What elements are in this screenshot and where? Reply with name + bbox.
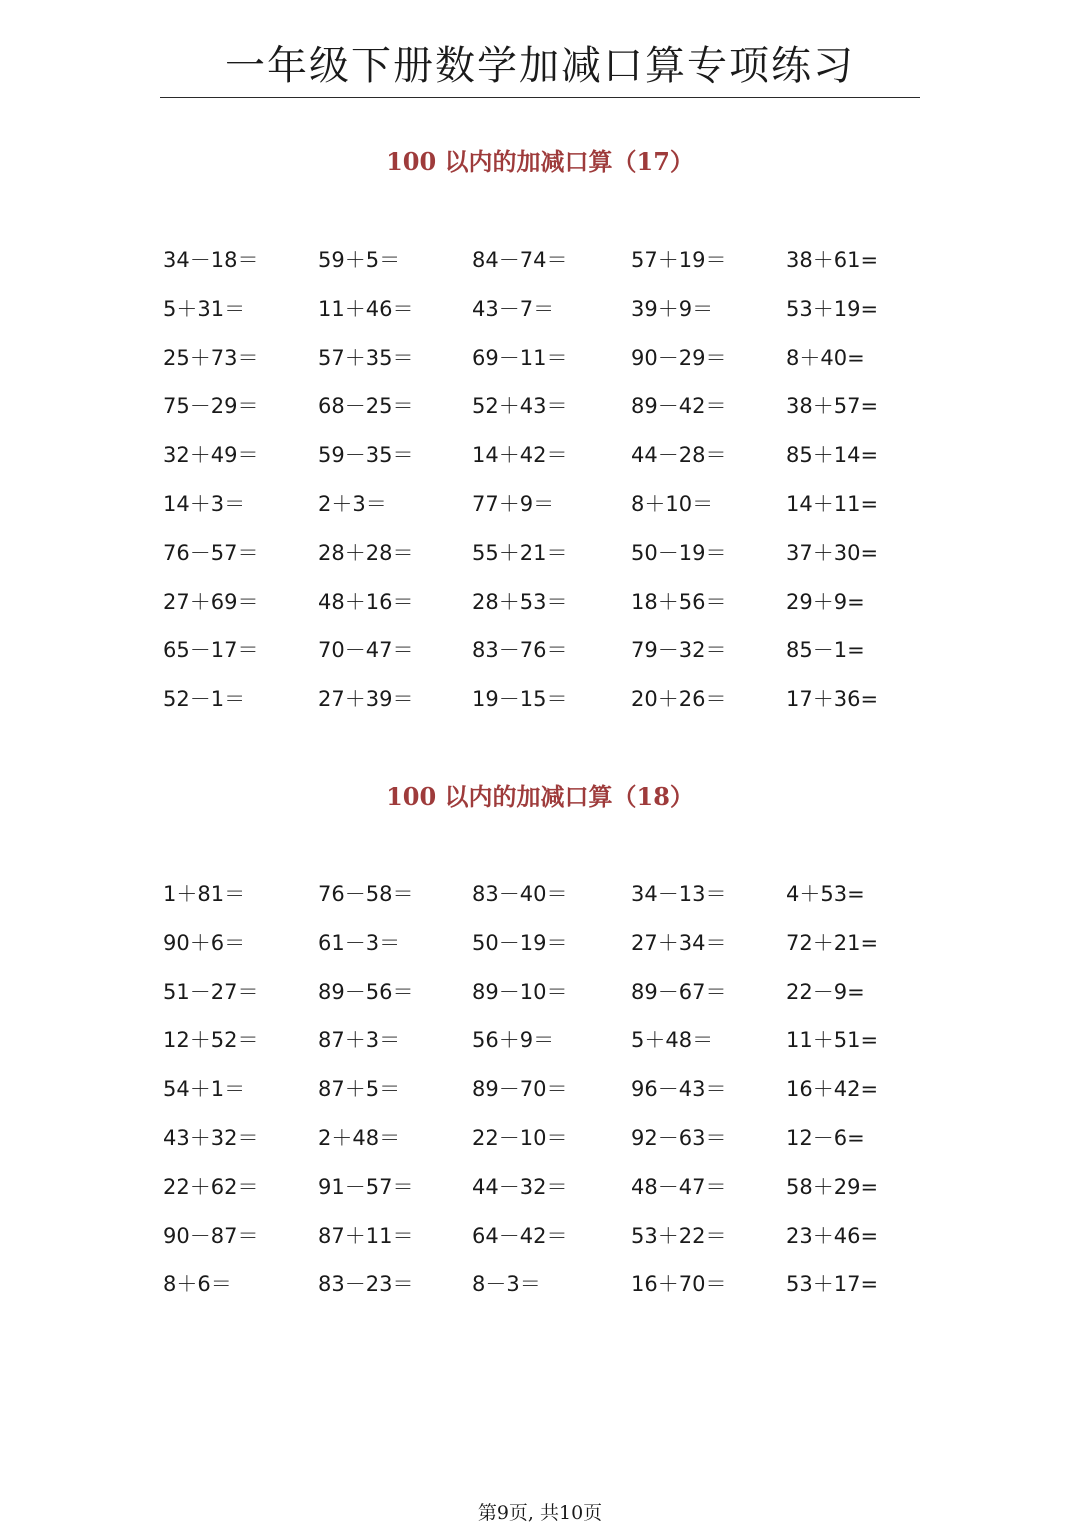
exercise-row: [163, 441, 923, 490]
exercise-row: [163, 636, 923, 685]
exercise-item: 48－47＝: [631, 1174, 727, 1199]
exercise-row: [163, 685, 923, 734]
page-title: 一年级下册数学加减口算专项练习: [225, 43, 855, 89]
exercise-item: 43＋32＝: [163, 1125, 259, 1150]
exercise-item: 64－42＝: [472, 1223, 568, 1248]
exercise-item: 14＋11=: [786, 491, 879, 516]
exercise-row: [163, 246, 923, 295]
exercise-item: 70－47＝: [318, 638, 414, 663]
title-divider: [160, 97, 920, 98]
exercise-item: 48＋16＝: [318, 589, 414, 614]
exercise-item: 85－1=: [786, 638, 865, 663]
exercise-item: 44－28＝: [631, 443, 727, 468]
exercise-item: 43－7＝: [472, 296, 555, 321]
exercise-item: 57＋19＝: [631, 248, 727, 272]
exercise-item: 89－70＝: [472, 1077, 568, 1102]
exercise-item: 87＋3＝: [318, 1028, 401, 1053]
exercise-item: 59－35＝: [318, 443, 414, 468]
exercise-item: 89－67＝: [631, 979, 727, 1004]
exercise-item: 90－29＝: [631, 345, 727, 370]
exercise-item: 55＋21＝: [472, 540, 568, 565]
exercise-item: 83－40＝: [472, 882, 568, 906]
exercise-item: 91－57＝: [318, 1174, 414, 1199]
exercise-item: 90－87＝: [163, 1223, 259, 1248]
exercise-item: 51－27＝: [163, 979, 259, 1004]
exercise-item: 53＋22＝: [631, 1223, 727, 1248]
exercise-item: 89－56＝: [318, 979, 414, 1004]
exercise-row: [163, 295, 923, 344]
exercise-item: 1＋81＝: [163, 882, 246, 906]
exercise-item: 23＋46=: [786, 1223, 879, 1248]
exercise-item: 69－11＝: [472, 345, 568, 370]
exercise-item: 25＋73＝: [163, 345, 259, 370]
exercise-row: [163, 1173, 923, 1222]
exercise-item: 96－43＝: [631, 1077, 727, 1102]
exercise-item: 32＋49＝: [163, 443, 259, 468]
exercise-item: 34－13＝: [631, 882, 727, 906]
exercise-item: 16＋42=: [786, 1077, 879, 1102]
exercise-item: 87＋11＝: [318, 1223, 414, 1248]
exercise-item: 52－1＝: [163, 687, 246, 712]
exercise-item: 2＋3＝: [318, 491, 387, 516]
exercise-item: 89－42＝: [631, 394, 727, 419]
exercise-item: 75－29＝: [163, 394, 259, 419]
exercise-item: 50－19＝: [631, 540, 727, 565]
exercise-item: 12＋52＝: [163, 1028, 259, 1053]
exercise-item: 14＋3＝: [163, 491, 246, 516]
exercise-item: 8＋10＝: [631, 491, 714, 516]
exercise-item: 54＋1＝: [163, 1077, 246, 1102]
exercise-item: 61－3＝: [318, 930, 401, 955]
exercise-item: 8＋6＝: [163, 1272, 232, 1297]
exercise-row: [163, 880, 923, 929]
exercise-item: 27＋69＝: [163, 589, 259, 614]
page-footer: 第9页, 共10页: [477, 1502, 603, 1524]
exercise-item: 4＋53=: [786, 882, 865, 906]
exercise-item: 68－25＝: [318, 394, 414, 419]
exercise-item: 19－15＝: [472, 687, 568, 712]
exercise-item: 22－9=: [786, 979, 865, 1004]
exercise-row: [163, 929, 923, 978]
exercise-item: 92－63＝: [631, 1125, 727, 1150]
exercise-item: 77＋9＝: [472, 491, 555, 516]
exercise-item: 39＋9＝: [631, 296, 714, 321]
exercise-item: 76－58＝: [318, 882, 414, 906]
exercise-item: 44－32＝: [472, 1174, 568, 1199]
exercise-item: 22＋62＝: [163, 1174, 259, 1199]
exercise-item: 57＋35＝: [318, 345, 414, 370]
exercise-item: 5＋31＝: [163, 296, 246, 321]
exercise-row: [163, 539, 923, 588]
exercise-item: 16＋70＝: [631, 1272, 727, 1297]
exercise-item: 38＋57=: [786, 394, 879, 419]
exercise-item: 79－32＝: [631, 638, 727, 663]
exercise-item: 37＋30=: [786, 540, 879, 565]
exercise-item: 84－74＝: [472, 248, 568, 272]
exercise-item: 53＋17=: [786, 1272, 879, 1297]
exercise-row: [163, 588, 923, 637]
exercise-grid-17: [163, 246, 923, 734]
exercise-item: 65－17＝: [163, 638, 259, 663]
exercise-item: 27＋39＝: [318, 687, 414, 712]
exercise-row: [163, 1075, 923, 1124]
exercise-item: 87＋5＝: [318, 1077, 401, 1102]
section-heading-17: 100 以内的加减口算（17）: [386, 147, 694, 176]
exercise-item: 83－76＝: [472, 638, 568, 663]
exercise-item: 50－19＝: [472, 930, 568, 955]
exercise-item: 27＋34＝: [631, 930, 727, 955]
exercise-item: 22－10＝: [472, 1125, 568, 1150]
exercise-row: [163, 1270, 923, 1319]
exercise-item: 56＋9＝: [472, 1028, 555, 1053]
exercise-item: 53＋19=: [786, 296, 879, 321]
exercise-item: 89－10＝: [472, 979, 568, 1004]
exercise-item: 72＋21=: [786, 930, 879, 955]
exercise-item: 38＋61=: [786, 248, 879, 272]
exercise-item: 12－6=: [786, 1125, 865, 1150]
exercise-item: 28＋53＝: [472, 589, 568, 614]
exercise-row: [163, 1222, 923, 1271]
exercise-row: [163, 344, 923, 393]
exercise-item: 83－23＝: [318, 1272, 414, 1297]
exercise-item: 29＋9=: [786, 589, 865, 614]
section-heading-18: 100 以内的加减口算（18）: [386, 782, 694, 811]
exercise-row: [163, 392, 923, 441]
exercise-item: 5＋48＝: [631, 1028, 714, 1053]
exercise-row: [163, 1124, 923, 1173]
exercise-row: [163, 978, 923, 1027]
exercise-item: 85＋14=: [786, 443, 879, 468]
exercise-item: 34－18＝: [163, 248, 259, 272]
exercise-item: 2＋48＝: [318, 1125, 401, 1150]
exercise-row: [163, 490, 923, 539]
exercise-item: 17＋36=: [786, 687, 879, 712]
exercise-item: 52＋43＝: [472, 394, 568, 419]
exercise-row: [163, 1026, 923, 1075]
exercise-item: 8＋40=: [786, 345, 865, 370]
exercise-item: 11＋46＝: [318, 296, 414, 321]
exercise-grid-18: [163, 880, 923, 1319]
exercise-item: 11＋51=: [786, 1028, 879, 1053]
exercise-item: 58＋29=: [786, 1174, 879, 1199]
exercise-item: 90＋6＝: [163, 930, 246, 955]
exercise-item: 28＋28＝: [318, 540, 414, 565]
exercise-item: 14＋42＝: [472, 443, 568, 468]
exercise-item: 76－57＝: [163, 540, 259, 565]
exercise-item: 8－3＝: [472, 1272, 541, 1297]
exercise-item: 59＋5＝: [318, 248, 401, 272]
exercise-item: 20＋26＝: [631, 687, 727, 712]
exercise-item: 18＋56＝: [631, 589, 727, 614]
